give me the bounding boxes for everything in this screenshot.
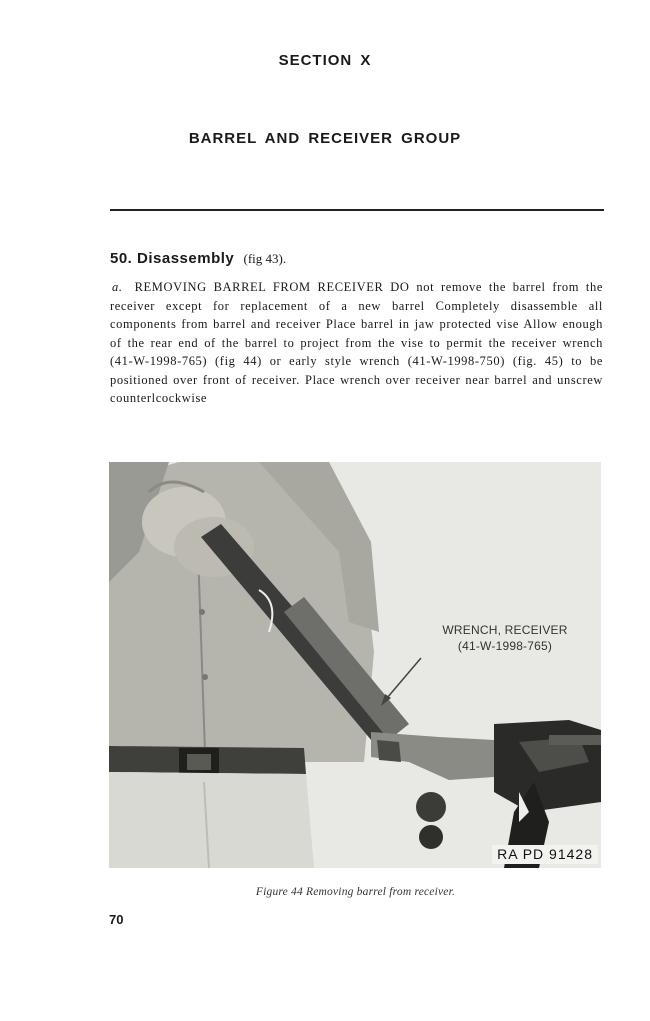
body-text: REMOVING BARREL FROM RECEIVER DO not remove the barrel from the receiver except for replacement of a new barrel Completely disassemble all components from barrel and receiver Place barrel in jaw protected vise Allow enough of the rear end of the barrel to project from the vise to permit the receiver wrench (41-W-1998-765) (fig 44) or early style wrench (41-W-1998-750) (fig. 45) to be positioned over front of receiver. Place wrench over receiver near barrel and unscrew counterlcockwise — [110, 280, 603, 405]
callout-label — [415, 622, 595, 654]
photo-illustration — [109, 462, 601, 868]
callout-line-1: WRENCH, RECEIVER — [442, 623, 568, 637]
figure-id-label: RA PD 91428 — [492, 845, 598, 864]
subparagraph-letter: a. — [112, 280, 123, 294]
section-title: SECTION X — [278, 52, 372, 69]
horizontal-rule — [110, 209, 604, 211]
callout-line-2: (41-W-1998-765) — [457, 639, 553, 653]
figure-reference: (fig 43). — [243, 251, 287, 266]
paragraph-title: 50. Disassembly — [110, 250, 235, 267]
figure-caption: Figure 44 Removing barrel from receiver. — [255, 886, 456, 898]
body-paragraph — [110, 278, 603, 408]
page-number: 70 — [109, 912, 124, 927]
figure-photo — [109, 462, 601, 868]
paragraph-heading — [110, 250, 286, 267]
group-title: BARREL AND RECEIVER GROUP — [188, 130, 462, 147]
